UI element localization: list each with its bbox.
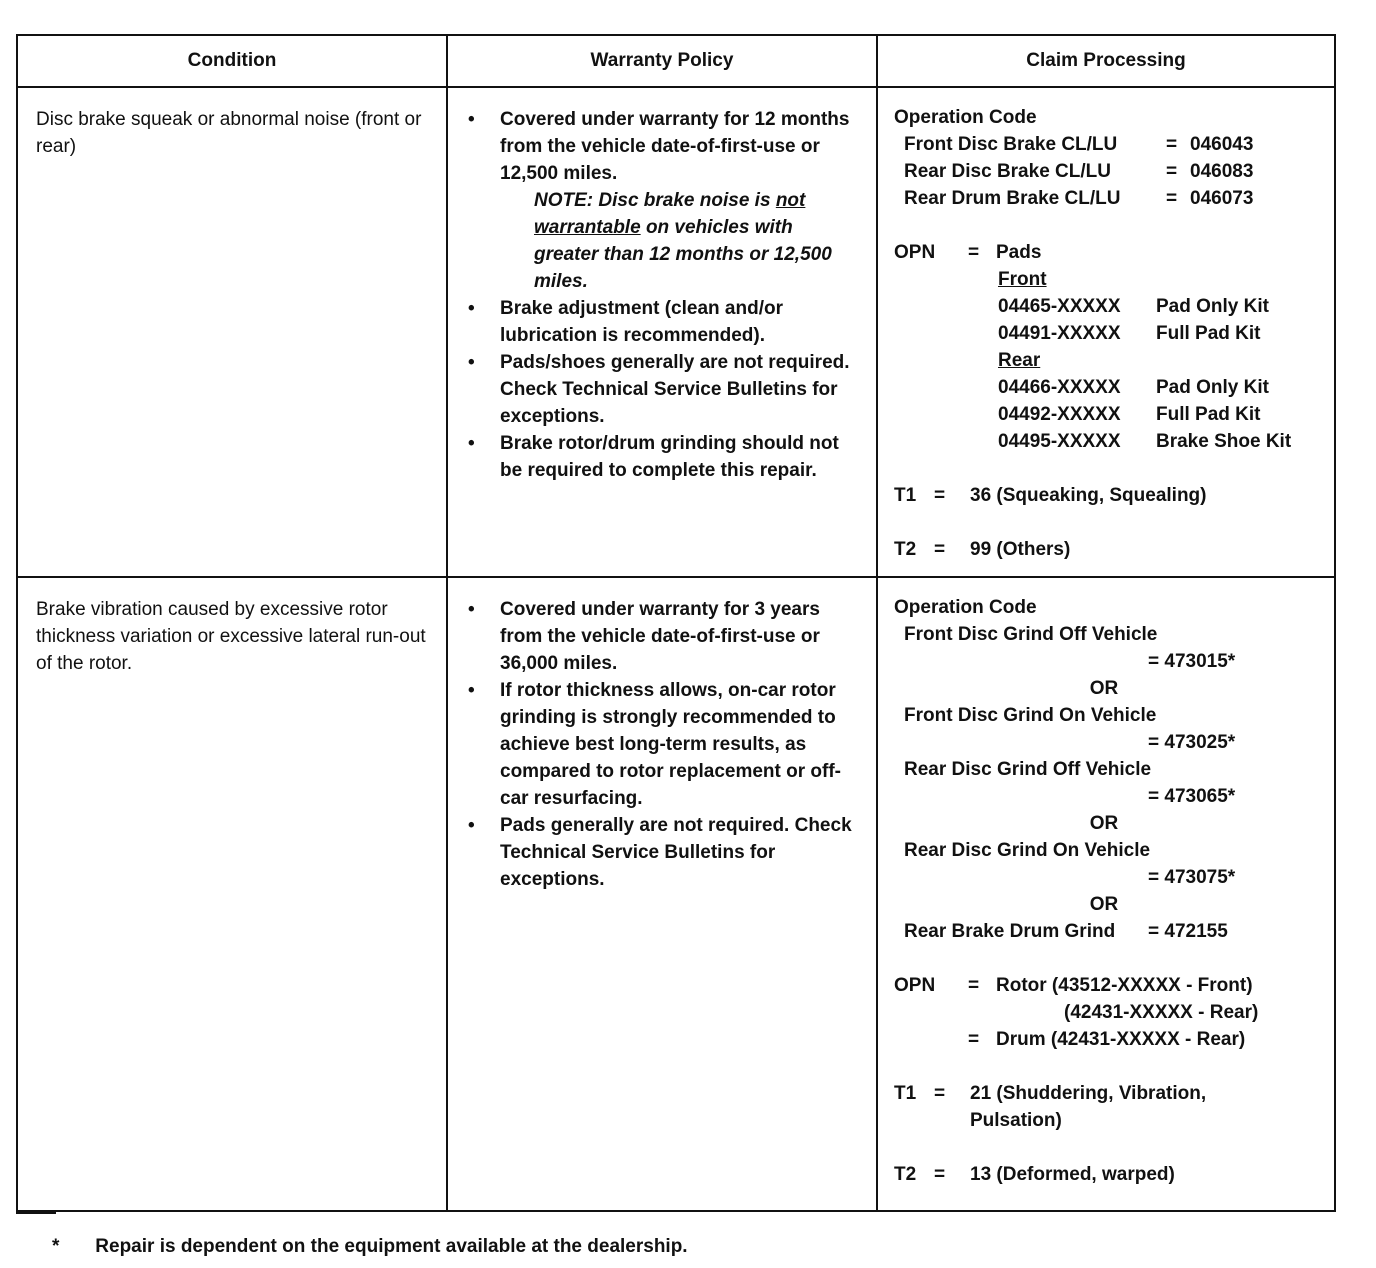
op-code-line: Rear Brake Drum Grind = 472155 [904, 921, 1228, 942]
front-label: Front [998, 269, 1047, 290]
policy-bullet: • Covered under warranty for 3 years from the vehicle date-of-first-use or 36,000 miles. [500, 596, 858, 677]
policy-bullet: • If rotor thickness allows, on-car rotor grinding is strongly recommended to achieve best long-term results, as compared to rotor replacement or off-car resurfacing. [500, 677, 858, 812]
part-line: 04491-XXXXX Full Pad Kit [998, 323, 1261, 344]
opn-line: OPN = Pads [894, 242, 1042, 263]
op-code-value: = 473015* [1148, 651, 1236, 672]
warranty-table [16, 34, 1336, 1212]
opn-line: = Drum (42431-XXXXX - Rear) [968, 1029, 1246, 1050]
policy-cell [447, 577, 877, 1211]
part-line: 04495-XXXXX Brake Shoe Kit [998, 431, 1292, 452]
op-code-name: Rear Disc Grind On Vehicle [904, 840, 1151, 861]
header-claim-processing: Claim Processing [877, 35, 1335, 87]
footnote [52, 1236, 688, 1258]
opn-line: (42431-XXXXX - Rear) [1064, 1002, 1259, 1023]
policy-bullet: • Brake adjustment (clean and/or lubrication is recommended). [500, 295, 858, 349]
rear-label: Rear [998, 350, 1041, 371]
op-code-line: Rear Disc Brake CL/LU = 046083 [904, 161, 1254, 182]
policy-bullet: • Pads generally are not required. Check Technical Service Bulletins for exceptions. [500, 812, 858, 893]
t2-line: T2 = 99 (Others) [894, 539, 1071, 560]
op-code-value: = 473065* [1148, 786, 1236, 807]
condition-text: Disc brake squeak or abnormal noise (front or rear) [36, 109, 422, 157]
op-code-label: Operation Code [894, 597, 1037, 618]
policy-bullet: • Pads/shoes generally are not required. Check Technical Service Bulletins for exceptions. [500, 349, 858, 430]
part-line: 04466-XXXXX Pad Only Kit [998, 377, 1269, 398]
opn-line: OPN = Rotor (43512-XXXXX - Front) [894, 975, 1253, 996]
op-code-name: Front Disc Grind Off Vehicle [904, 624, 1158, 645]
t2-line: T2 = 13 (Deformed, warped) [894, 1164, 1175, 1185]
header-condition: Condition [17, 35, 447, 87]
op-code-line: Rear Drum Brake CL/LU = 046073 [904, 188, 1254, 209]
op-code-name: Front Disc Grind On Vehicle [904, 705, 1157, 726]
t1-line: T1 = 21 (Shuddering, Vibration, Pulsation) [894, 1083, 1207, 1131]
op-code-name: Rear Disc Grind Off Vehicle [904, 759, 1152, 780]
or-text: OR [1089, 678, 1119, 699]
op-code-value: = 473075* [1148, 867, 1236, 888]
condition-cell [17, 577, 447, 1211]
footnote-text: Repair is dependent on the equipment available at the dealership. [95, 1236, 688, 1257]
op-code-label: Operation Code [894, 107, 1037, 128]
policy-cell [447, 87, 877, 577]
or-text: OR [1089, 813, 1119, 834]
op-code-line: Front Disc Brake CL/LU = 046043 [904, 134, 1254, 155]
header-row [17, 35, 1335, 87]
header-warranty-policy: Warranty Policy [447, 35, 877, 87]
t1-line: T1 = 36 (Squeaking, Squealing) [894, 485, 1207, 506]
footnote-star: * [52, 1236, 60, 1257]
footnote-divider [16, 1212, 56, 1214]
op-code-value: = 473025* [1148, 732, 1236, 753]
condition-text: Brake vibration caused by excessive rotor thickness variation or excessive lateral run-out of the rotor. [36, 599, 426, 674]
policy-bullet: • Brake rotor/drum grinding should not be required to complete this repair. [500, 430, 858, 484]
table-row [17, 577, 1335, 1211]
part-line: 04465-XXXXX Pad Only Kit [998, 296, 1269, 317]
table-row [17, 87, 1335, 577]
note-label: NOTE: [534, 190, 594, 211]
or-text: OR [1089, 894, 1119, 915]
claim-cell [877, 577, 1335, 1211]
claim-cell [877, 87, 1335, 577]
part-line: 04492-XXXXX Full Pad Kit [998, 404, 1261, 425]
condition-cell [17, 87, 447, 577]
policy-bullet: • Covered under warranty for 12 months from the vehicle date-of-first-use or 12,500 miles. NOTE: Disc brake noise is not warrantable on vehicles with greater than 12 months or 12,500 miles. [500, 106, 858, 295]
